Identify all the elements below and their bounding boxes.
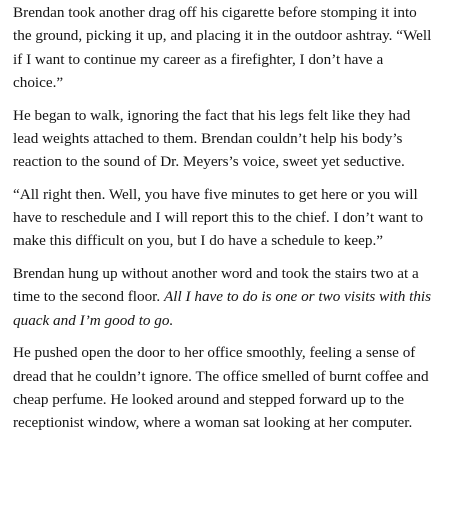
paragraph-4-italic-thought: All I have to do is one or two visits with this quack and I’m good to go. [13,288,432,329]
paragraph-5-text: He pushed open the door to her office smoothly, feeling a sense of dread that he couldn’t ignore. The office smelled of burnt coffee and cheap perfume. He looked around and stepped forward up to the receptionist window, where a woman sat looking at her computer. [13,344,429,432]
paragraph-3-text: “All right then. Well, you have five minutes to get here or you will have to reschedule and I will report this to the chief. I don’t want to make this difficult on you, but I do have a schedule to keep.” [13,185,424,250]
paragraph-1-text: Brendan took another drag off his cigarette before stomping it into the ground, picking it up, and placing it in the outdoor ashtray. “Well if I want to continue my career as a firefighter, I don’t have a choice.” [13,4,432,91]
paragraph-2 [13,104,433,174]
paragraph-5 [13,341,433,434]
paragraph-2-text: He began to walk, ignoring the fact that his legs felt like they had lead weights attached to them. Brendan couldn’t help his body’s reaction to the sound of Dr. Meyers’s voice, sweet yet seductive. [13,106,411,171]
paragraph-4 [13,262,433,332]
paragraph-3 [13,183,433,253]
paragraph-4-text: Brendan hung up without another word and took the stairs two at a time to the second floor. [13,265,419,306]
paragraph-1 [13,1,433,94]
